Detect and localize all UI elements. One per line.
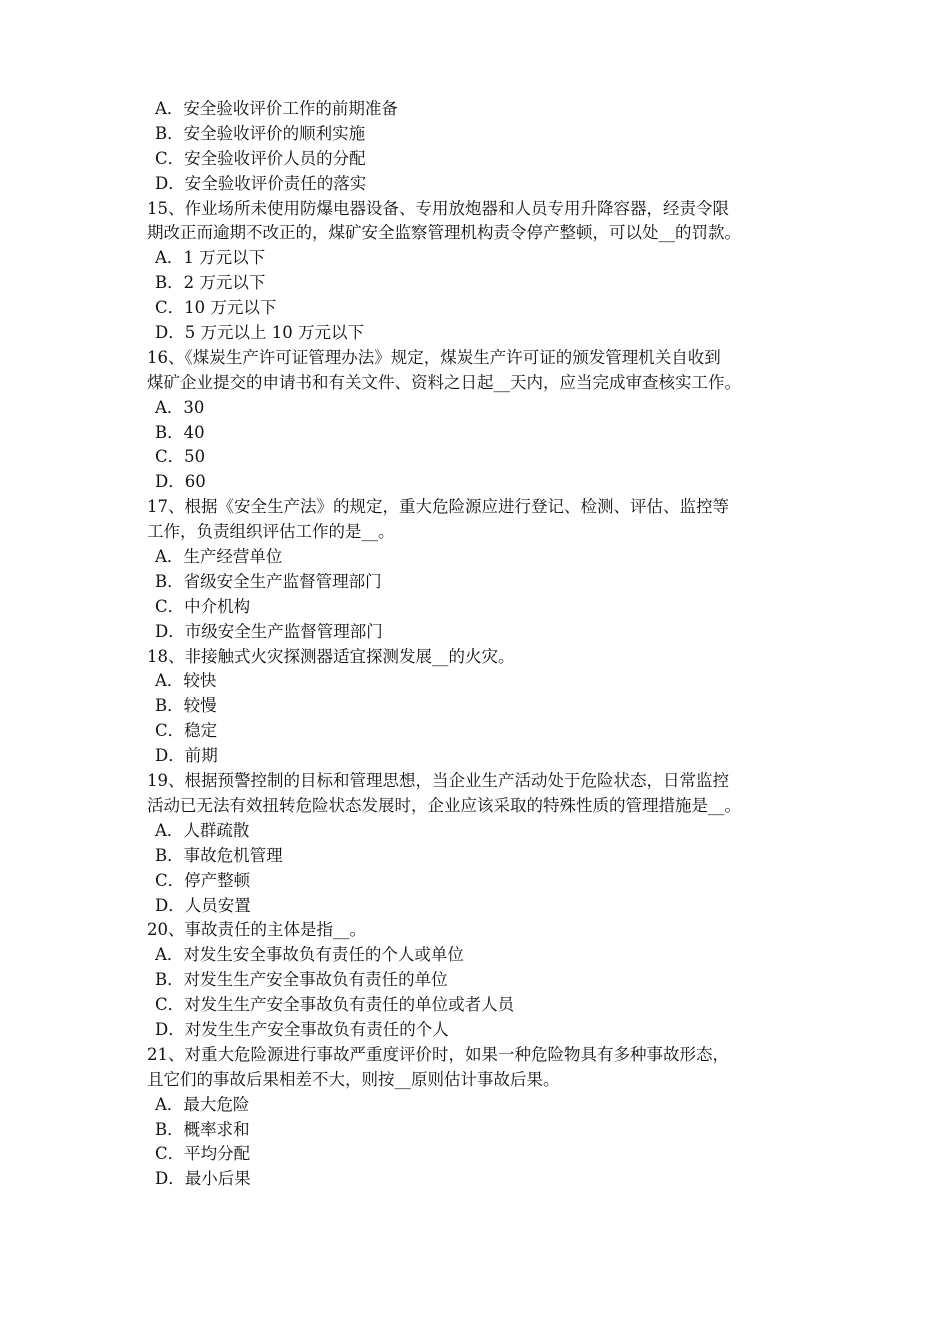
option-a: A．人群疏散	[155, 820, 250, 840]
option-c: C．停产整顿	[155, 870, 251, 890]
option-d: D．5 万元以上 10 万元以下	[155, 323, 364, 343]
option-b: B．概率求和	[155, 1119, 250, 1139]
option-a: A．对发生安全事故负有责任的个人或单位	[155, 945, 464, 965]
option-c: C．中介机构	[155, 596, 251, 616]
question-stem-line: 工作，负责组织评估工作的是__。	[147, 522, 395, 542]
question-stem-line: 煤矿企业提交的申请书和有关文件、资料之日起__天内，应当完成审查核实工作。	[147, 372, 741, 392]
question-stem-line: 21、对重大危险源进行事故严重度评价时，如果一种危险物具有多种事故形态，	[147, 1044, 729, 1064]
option-d: D．市级安全生产监督管理部门	[155, 621, 383, 641]
option-b: B．省级安全生产监督管理部门	[155, 571, 382, 591]
option-d: D．前期	[155, 746, 218, 766]
option-a: A．30	[155, 397, 205, 417]
option-c: C．50	[155, 447, 206, 467]
option-b: B．事故危机管理	[155, 845, 283, 865]
option-d: D．最小后果	[155, 1169, 251, 1189]
question-stem-line: 17、根据《安全生产法》的规定，重大危险源应进行登记、检测、评估、监控等	[147, 497, 729, 517]
question-stem-line: 16、《煤炭生产许可证管理办法》规定，煤炭生产许可证的颁发管理机关自收到	[147, 347, 721, 367]
option-a: A．生产经营单位	[155, 547, 283, 567]
question-21	[147, 1043, 827, 1192]
option-b: B．安全验收评价的顺利实施	[155, 123, 366, 143]
question-stem-line: 活动已无法有效扭转危险状态发展时，企业应该采取的特殊性质的管理措施是__。	[147, 795, 741, 815]
prev-question-options	[147, 97, 827, 197]
question-stem-line: 18、非接触式火灾探测器适宜探测发展__的火灾。	[147, 646, 515, 666]
question-16	[147, 346, 827, 495]
question-17	[147, 495, 827, 644]
document-page	[147, 97, 827, 1192]
option-c: C．平均分配	[155, 1144, 251, 1164]
option-a: A．1 万元以下	[155, 248, 266, 268]
question-stem-line: 且它们的事故后果相差不大，则按__原则估计事故后果。	[147, 1069, 560, 1089]
option-d: D．安全验收评价责任的落实	[155, 173, 367, 193]
question-stem-line: 期改正而逾期不改正的，煤矿安全监察管理机构责令停产整顿，可以处__的罚款。	[147, 223, 741, 243]
option-b: B．2 万元以下	[155, 273, 266, 293]
question-20	[147, 918, 827, 1042]
option-a: A．较快	[155, 671, 217, 691]
option-b: B．较慢	[155, 696, 217, 716]
option-c: C．稳定	[155, 721, 218, 741]
question-19	[147, 769, 827, 918]
option-b: B．40	[155, 422, 205, 442]
question-stem-line: 20、事故责任的主体是指__。	[147, 920, 366, 940]
question-15	[147, 197, 827, 346]
option-a: A．安全验收评价工作的前期准备	[155, 99, 398, 118]
option-d: D．60	[155, 472, 206, 492]
option-c: C．对发生生产安全事故负有责任的单位或者人员	[155, 995, 515, 1015]
option-d: D．人员安置	[155, 895, 251, 915]
option-c: C．10 万元以下	[155, 298, 277, 318]
option-c: C．安全验收评价人员的分配	[155, 148, 366, 168]
option-d: D．对发生生产安全事故负有责任的个人	[155, 1019, 449, 1039]
question-stem-line: 15、作业场所未使用防爆电器设备、专用放炮器和人员专用升降容器，经责令限	[147, 198, 729, 218]
option-a: A．最大危险	[155, 1094, 250, 1114]
question-stem-line: 19、根据预警控制的目标和管理思想，当企业生产活动处于危险状态，日常监控	[147, 771, 729, 791]
option-b: B．对发生生产安全事故负有责任的单位	[155, 970, 448, 990]
question-18	[147, 645, 827, 769]
